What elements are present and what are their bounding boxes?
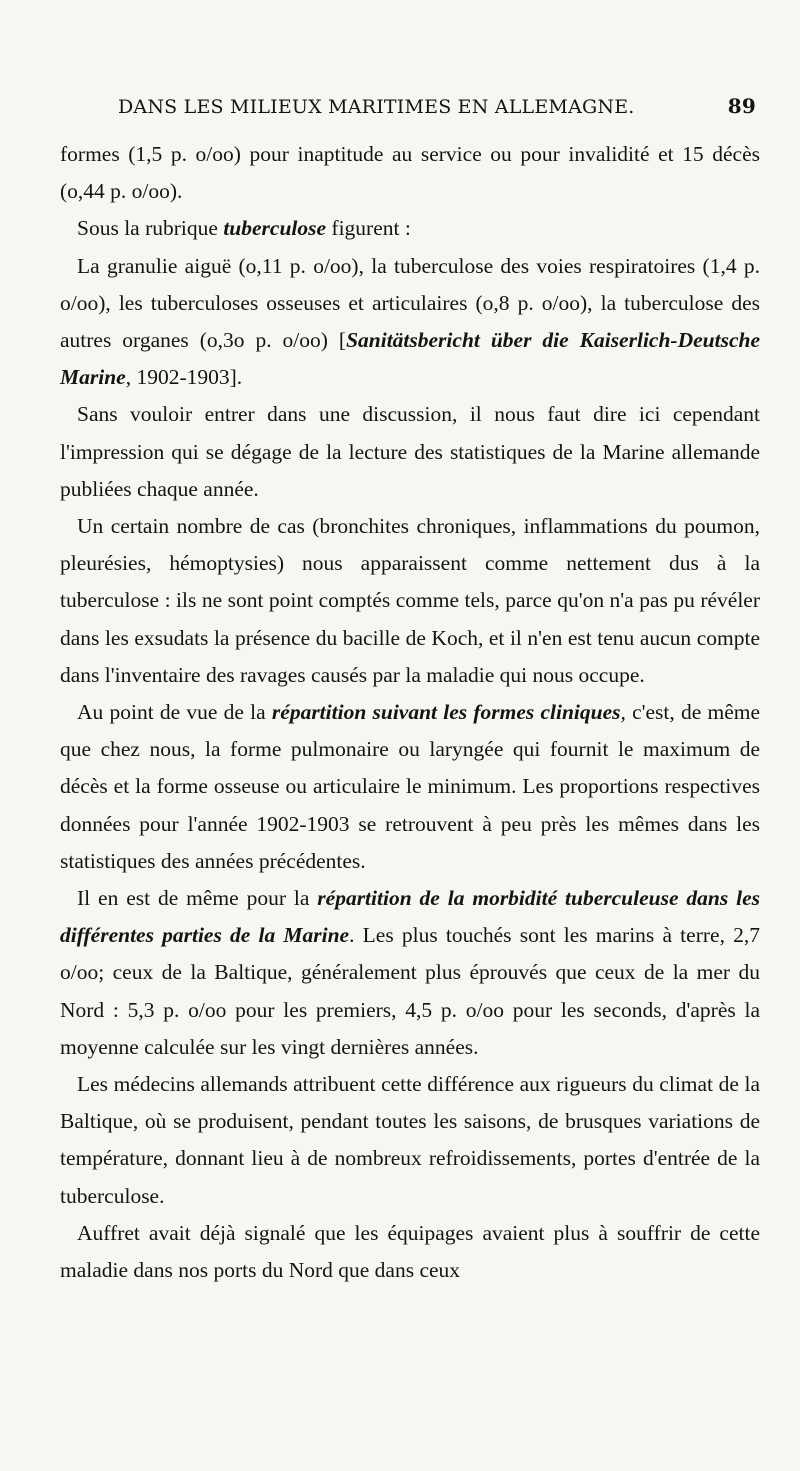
- italic-term: répartition de la morbidité tuberculeuse dans les différentes parties de la Marine: [60, 886, 760, 948]
- paragraph-3: [60, 248, 760, 397]
- paragraph-text: Il en est de même pour la: [77, 886, 318, 911]
- paragraph-text: , 1902-1903].: [125, 365, 243, 390]
- paragraph-text: Auffret avait déjà signalé que les équipages avaient plus à souffrir de cette maladie dans nos ports du Nord que dans ceux: [60, 1220, 760, 1283]
- paragraph-text: Sous la rubrique: [77, 216, 224, 241]
- paragraph-text: La granulie aiguë (o,11 p. o/oo), la tuberculose des voies respiratoires (1,4 p. o/oo), les tuberculoses osseuses et articulaires (o,8 p. o/oo), la tuberculose des autres organes (o,3o p. o/oo) [: [60, 253, 760, 353]
- paragraph-text: formes (1,5 p. o/oo) pour inaptitude au service ou pour invalidité et 15 décès (o,44 p. o/oo).: [60, 142, 760, 204]
- page-body: [60, 136, 760, 1289]
- paragraph-text: Sans vouloir entrer dans une discussion, il nous faut dire ici cependant l'impression qui se dégage de la lecture des statistiques de la Marine allemande publiées chaque année.: [60, 402, 760, 501]
- paragraph-text: . Les plus touchés sont les marins à terre, 2,7 o/oo; ceux de la Baltique, généralement plus éprouvés que ceux de la mer du Nord : 5,3 p. o/oo pour les premiers, 4,5 p. o/oo pour les seconds, d'après la moyenne calculée sur les vingt dernières années.: [60, 923, 760, 1059]
- paragraph-7: [60, 880, 760, 1066]
- italic-term: répartition suivant les formes cliniques: [271, 700, 621, 725]
- paragraph-text: figurent :: [326, 216, 411, 241]
- paragraph-text: Un certain nombre de cas (bronchites chroniques, inflammations du poumon, pleurésies, hémoptysies) nous apparaissent comme nettement dus à la tuberculose : ils ne sont point comptés comme tels, parce qu'on n'a pas pu révéler dans les exsudats la présence du bacille de Koch, et il n'en est tenu aucun compte dans l'inventaire des ravages causés par la maladie qui nous occupe.: [60, 514, 760, 687]
- paragraph-4: [60, 396, 760, 508]
- paragraph-8: [60, 1066, 760, 1215]
- paragraph-9: [60, 1215, 760, 1289]
- paragraph-6: [60, 694, 760, 880]
- page-number: 89: [727, 94, 756, 118]
- paragraph-5: [60, 508, 760, 694]
- paragraph-2: [60, 210, 760, 247]
- paragraph-text: Au point de vue de la: [77, 700, 272, 725]
- italic-citation: Sanitätsbericht über die Kaiserlich-Deutsche Marine: [60, 328, 760, 390]
- paragraph-text: , c'est, de même que chez nous, la forme pulmonaire ou laryngée qui fournit le maximum de décès et la forme osseuse ou articulaire le minimum. Les proportions respectives données pour l'année 1902-1903 se retrouvent à peu près les mêmes dans les statistiques des années précédentes.: [60, 700, 761, 873]
- italic-term: tuberculose: [223, 216, 327, 241]
- running-title: DANS LES MILIEUX MARITIMES EN ALLEMAGNE.: [118, 96, 635, 118]
- paragraph-text: Les médecins allemands attribuent cette différence aux rigueurs du climat de la Baltique, où se produisent, pendant toutes les saisons, de brusques variations de température, donnant lieu à de nombreux refroidissements, portes d'entrée de la tuberculose.: [60, 1072, 760, 1208]
- paragraph-1: [60, 136, 760, 210]
- running-header: [118, 94, 756, 118]
